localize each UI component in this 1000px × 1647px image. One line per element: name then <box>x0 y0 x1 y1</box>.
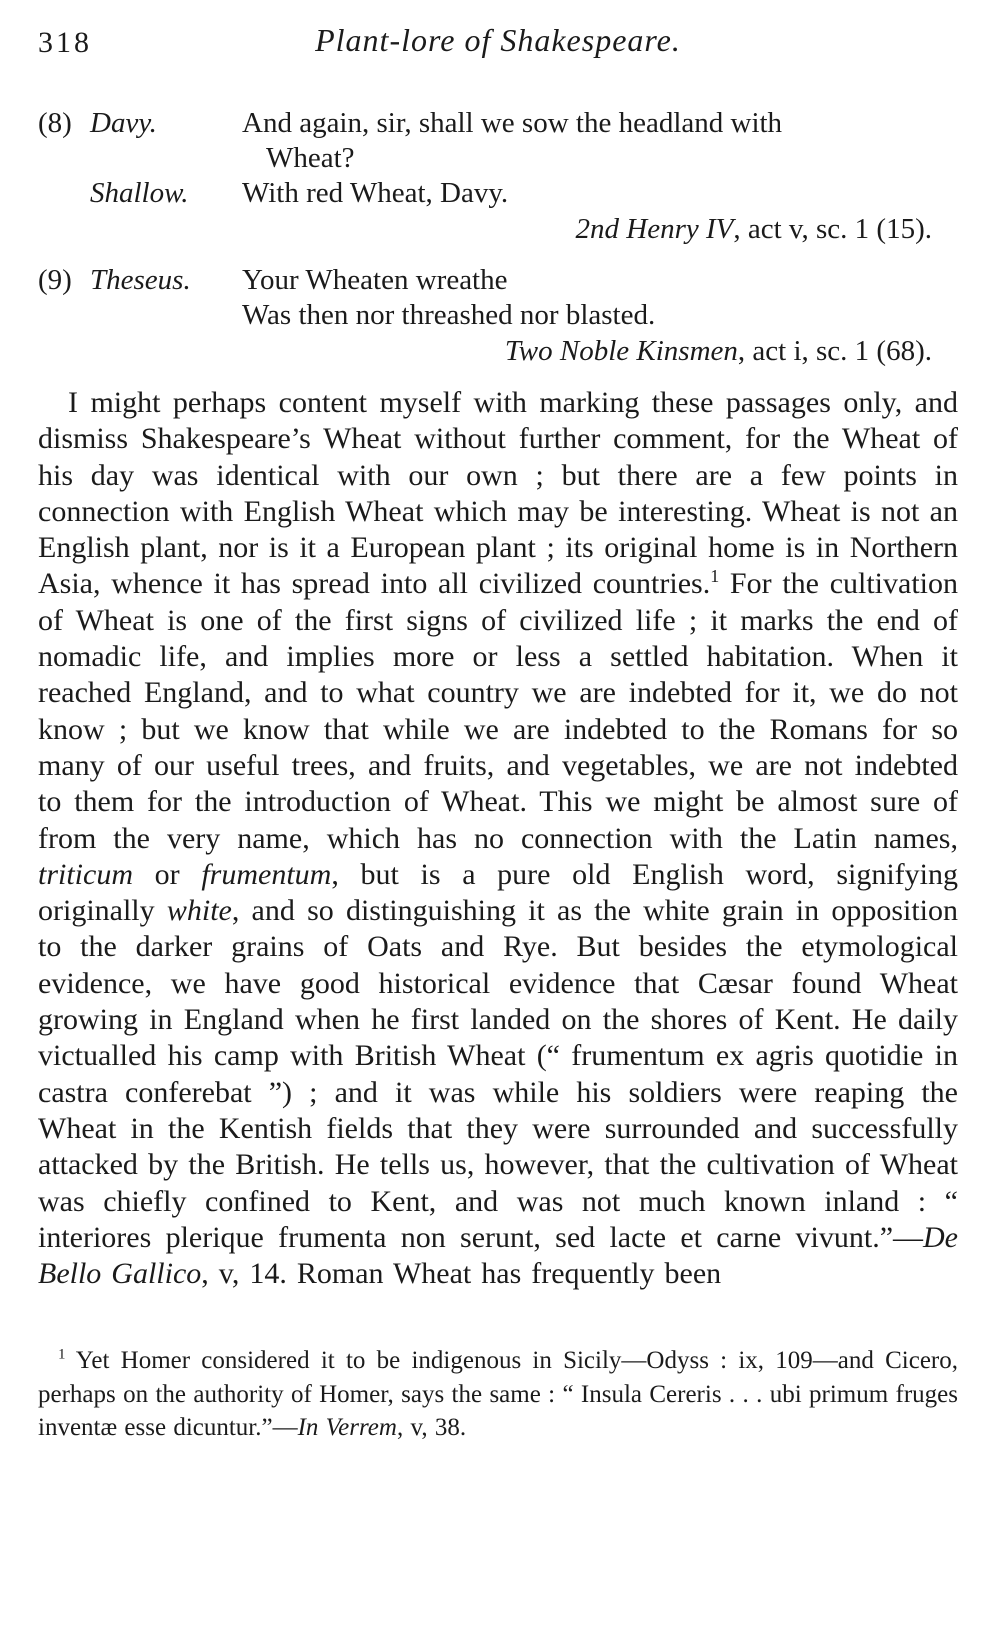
quote-text <box>242 176 958 211</box>
quotation-9 <box>38 263 958 369</box>
speaker-name: Davy. <box>90 107 157 139</box>
quote-number: (9) <box>38 264 72 296</box>
page-header <box>38 22 958 68</box>
page-number: 318 <box>38 26 92 59</box>
quote-text <box>242 106 958 176</box>
quote-line: Wheat? <box>266 142 355 174</box>
quote-line: Your Wheaten wreathe <box>242 264 508 296</box>
quote-citation: 2nd Henry IV, act v, sc. 1 (15). <box>575 213 932 245</box>
quotation-8 <box>38 106 958 247</box>
speaker-name: Theseus. <box>90 264 191 296</box>
quote-citation: Two Noble Kinsmen, act i, sc. 1 (68). <box>504 335 932 367</box>
quote-line: Was then nor threashed nor blasted. <box>242 299 656 331</box>
quote-line: With red Wheat, Davy. <box>242 177 509 209</box>
spacer <box>38 176 90 211</box>
quote-text <box>242 263 958 333</box>
running-title: Plant-lore of Shakespeare. <box>315 22 681 58</box>
speaker-name: Shallow. <box>90 177 189 209</box>
footnote: $^1$ Yet Homer considered it to be indigenous in Sicily—Odyss : ix, 109—and Cicero, perhaps on the authority of Homer, says the same : “ Insula Cereris . . . ubi primum fruges inventæ esse dicuntur.”—In Verrem, v, 38. <box>38 1347 958 1442</box>
body-paragraph: I might perhaps content myself with marking these passages only, and dismiss Shakespeare’s Wheat without further comment, for the Wheat of his day was identical with our own ; but there are a few points in connection with English Wheat which may be interesting. Wheat is not an English plant, nor is it a European plant ; its original home is in Northern Asia, whence it has spread into all civilized countries.$^1$ For the cultivation of Wheat is one of the first signs of civilized life ; it marks the end of nomadic life, and implies more or less a settled habitation. When it reached England, and to what country we are indebted for it, we do not know ; but we know that while we are indebted to the Romans for so many of our useful trees, and fruits, and vegetables, we are not indebted to them for the introduction of Wheat. This we might be almost sure of from the very name, which has no connection with the Latin names, triticum or frumentum, but is a pure old English word, signifying originally white, and so distinguishing it as the white grain in opposition to the darker grains of Oats and Rye. But besides the etymological evidence, we have good historical evidence that Cæsar found Wheat growing in England when he first landed on the shores of Kent. He daily victualled his camp with British Wheat (“ frumentum ex agris quotidie in castra conferebat ”) ; and it was while his soldiers were reaping the Wheat in the Kentish fields that they were surrounded and successfully attacked by the British. He tells us, however, that the cultivation of Wheat was chiefly confined to Kent, and was not much known inland : “ interiores plerique frumenta non serunt, sed lacte et carne vivunt.”—De Bello Gallico, v, 14. Roman Wheat has frequently been <box>38 386 959 1291</box>
quote-line: And again, sir, shall we sow the headland with <box>242 107 783 139</box>
quote-number: (8) <box>38 107 72 139</box>
